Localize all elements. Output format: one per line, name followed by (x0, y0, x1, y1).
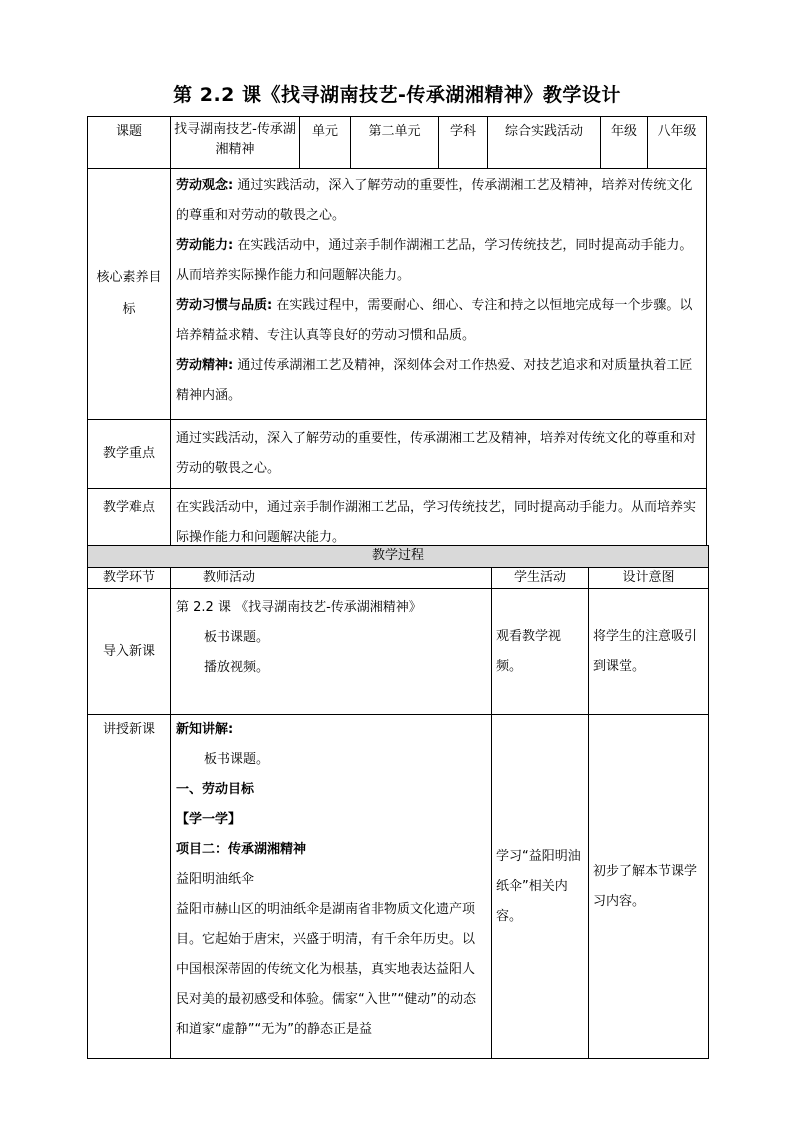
core-item-text: 在实践活动中，通过亲手制作湖湘工艺品，学习传统技艺，同时提高动手能力。从而培养实际操作能力和问题解决能力。 (176, 238, 693, 283)
core-item-label: 劳动能力: (176, 238, 234, 253)
umbrella-title: 益阳明油纸伞 (176, 872, 255, 887)
core-item-text: 在实践过程中，需要耐心、细心、专注和持之以恒地完成每一个步骤。以培养精益求精、专注认真等良好的劳动习惯和品质。 (176, 298, 693, 343)
goal-heading: 一、劳动目标 (176, 782, 255, 797)
unit-label: 单元 (300, 117, 351, 169)
learn-heading: 【学一学】 (176, 812, 242, 827)
core-item-text: 通过实践活动，深入了解劳动的重要性，传承湖湘工艺及精神，培养对传统文化的尊重和对劳动的敬畏之心。 (176, 178, 693, 223)
intro-board: 板书课题。 (204, 630, 270, 645)
stage-lecture: 讲授新课 (88, 715, 171, 1059)
lecture-board: 板书课题。 (204, 752, 270, 767)
core-item-label: 劳动精神: (176, 358, 234, 373)
core-item-label: 劳动观念: (176, 178, 234, 193)
subject-label: 学科 (439, 117, 488, 169)
student-activity-intro: 观看教学视频。 (492, 589, 589, 715)
column-header-student: 学生活动 (492, 568, 589, 589)
lesson-info-table (87, 116, 707, 558)
unit-value: 第二单元 (351, 117, 439, 169)
table-row (88, 715, 709, 1059)
intent-lecture: 初步了解本节课学习内容。 (589, 715, 709, 1059)
core-item-text: 通过传承湖湘工艺及精神，深刻体会对工作热爱、对技艺追求和对质量执着工匠精神内涵。 (176, 358, 693, 403)
umbrella-text: 益阳市赫山区的明油纸伞是湖南省非物质文化遗产项目。它起始于唐宋，兴盛于明清，有千余年历史。以中国根深蒂固的传统文化为根基，真实地表达益阳人民对美的最初感受和体验。儒家“入世”“健动”的动态和道家“虚静”“无为”的静态正是益 (176, 902, 476, 1037)
difficulty-label: 教学难点 (88, 489, 171, 558)
stage-intro: 导入新课 (88, 589, 171, 715)
intent-intro: 将学生的注意吸引到课堂。 (589, 589, 709, 715)
lesson-label: 课题 (88, 117, 171, 169)
intro-video: 播放视频。 (204, 660, 270, 675)
page-title: 第 2.2 课《找寻湖南技艺-传承湖湘精神》教学设计 (173, 84, 621, 106)
intro-lesson-title: 第 2.2 课 《找寻湖南技艺-传承湖湘精神》 (176, 600, 422, 615)
student-activity-lecture: 学习“益阳明油纸伞”相关内容。 (492, 715, 589, 1059)
teacher-activity-lecture (171, 715, 492, 1059)
key-point-text: 通过实践活动，深入了解劳动的重要性，传承湖湘工艺及精神，培养对传统文化的尊重和对劳动的敬畏之心。 (171, 420, 707, 489)
difficulty-text: 在实践活动中，通过亲手制作湖湘工艺品，学习传统技艺，同时提高动手能力。从而培养实际操作能力和问题解决能力。 (171, 489, 707, 558)
grade-value: 八年级 (648, 117, 707, 169)
table-row (88, 589, 709, 715)
core-literacy-label: 核心素养目标 (88, 169, 171, 420)
column-header-intent: 设计意图 (589, 568, 709, 589)
core-literacy-content (171, 169, 707, 420)
subject-value: 综合实践活动 (488, 117, 601, 169)
teaching-process-table (87, 545, 709, 1059)
process-header: 教学过程 (88, 546, 709, 568)
key-point-label: 教学重点 (88, 420, 171, 489)
core-item-label: 劳动习惯与品质: (176, 298, 273, 313)
new-knowledge: 新知讲解: (176, 722, 234, 737)
column-header-stage: 教学环节 (88, 568, 171, 589)
teacher-activity-intro (171, 589, 492, 715)
column-header-teacher: 教师活动 (171, 568, 492, 589)
project-heading: 项目二：传承湖湘精神 (176, 842, 307, 857)
grade-label: 年级 (601, 117, 648, 169)
lesson-value: 找寻湖南技艺-传承湖湘精神 (171, 117, 300, 169)
